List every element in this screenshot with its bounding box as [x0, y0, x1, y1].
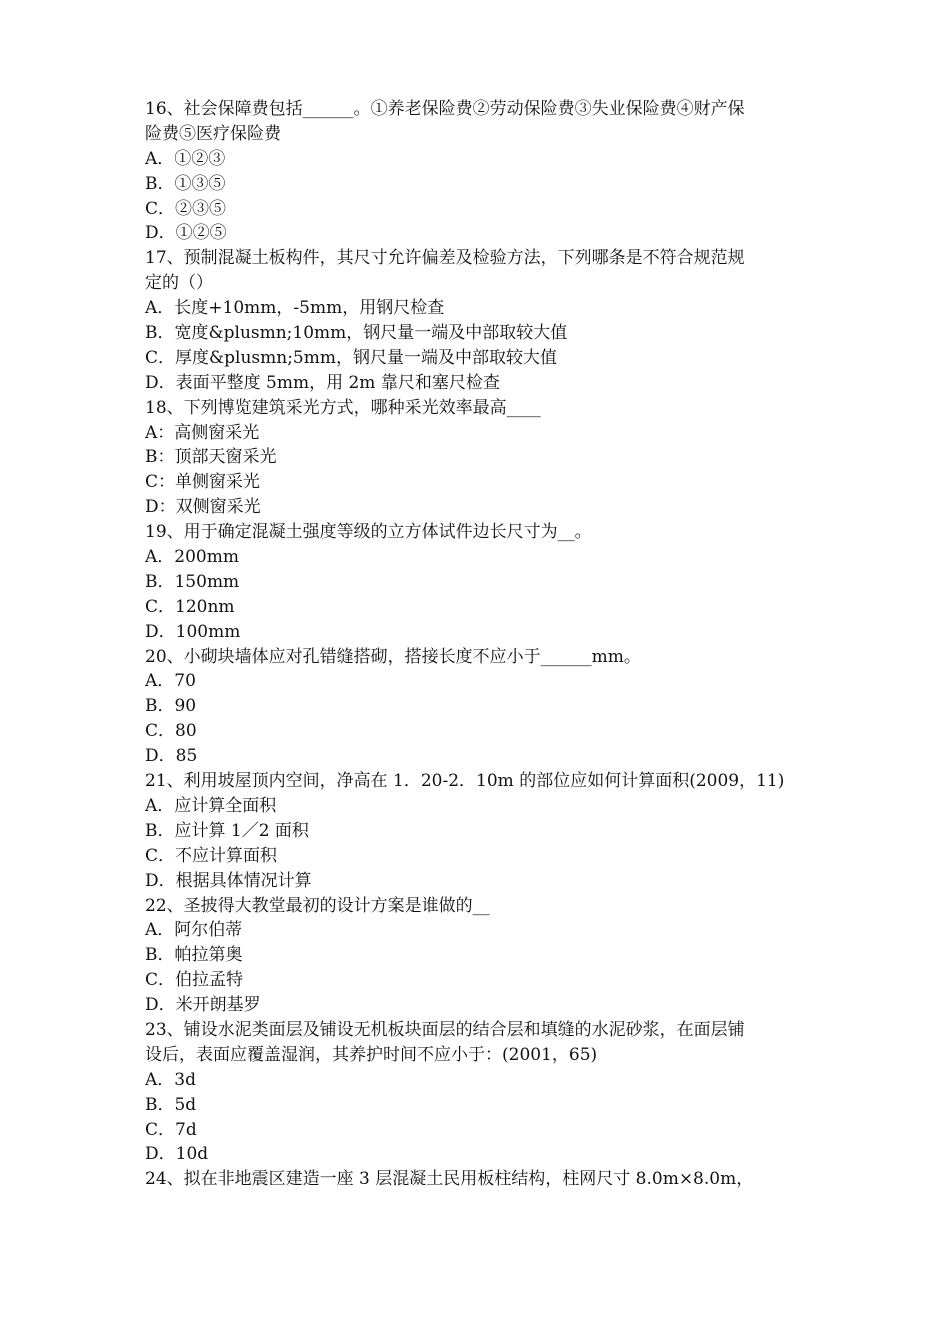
text-line: B．①③⑤ [145, 173, 226, 194]
text-line: D．85 [145, 746, 198, 767]
document-page [145, 97, 810, 1192]
text-line: 19、用于确定混凝土强度等级的立方体试件边长尺寸为__。 [145, 522, 592, 543]
text-line: D．①②⑤ [145, 223, 227, 244]
text-line: A．①②③ [145, 148, 226, 169]
text-line: 险费⑤医疗保险费 [145, 123, 281, 144]
text-line: A．长度+10mm，-5mm，用钢尺检查 [145, 298, 445, 319]
text-line: D．根据具体情况计算 [145, 870, 312, 891]
text-line: A．3d [145, 1069, 196, 1090]
text-line: C．7d [145, 1119, 197, 1140]
text-line: 23、铺设水泥类面层及铺设无机板块面层的结合层和填缝的水泥砂浆，在面层铺 [145, 1019, 745, 1040]
text-line: B．90 [145, 696, 197, 717]
text-line: C．②③⑤ [145, 198, 227, 219]
text-line: 20、小砌块墙体应对孔错缝搭砌，搭接长度不应小于______mm。 [145, 646, 641, 667]
text-line: B．宽度&plusmn;10mm，钢尺量一端及中部取较大值 [145, 323, 568, 344]
text-line: C．80 [145, 721, 197, 742]
text-line: A．阿尔伯蒂 [145, 920, 243, 941]
text-line: 17、预制混凝土板构件，其尺寸允许偏差及检验方法，下列哪条是不符合规范规 [145, 248, 745, 269]
text-line: D．表面平整度 5mm，用 2m 靠尺和塞尺检查 [145, 372, 500, 393]
text-line: 22、圣披得大教堂最初的设计方案是谁做的__ [145, 895, 490, 916]
text-line: A．200mm [145, 547, 239, 568]
text-line: B．应计算 1／2 面积 [145, 820, 309, 841]
text-line: A．70 [145, 671, 196, 692]
text-line: B．5d [145, 1094, 197, 1115]
text-line: 24、拟在非地震区建造一座 3 层混凝土民用板柱结构，柱网尺寸 8.0m×8.0m， [145, 1169, 754, 1190]
text-line: C．厚度&plusmn;5mm，钢尺量一端及中部取较大值 [145, 347, 557, 368]
text-line: A．应计算全面积 [145, 795, 277, 816]
text-line: 21、利用坡屋顶内空间，净高在 1．20-2．10m 的部位应如何计算面积(2009，11) [145, 771, 785, 792]
text-line: D．100mm [145, 621, 241, 642]
text-line: D．米开朗基罗 [145, 995, 261, 1016]
text-line: 定的（） [145, 273, 213, 294]
text-line: C．120nm [145, 596, 235, 617]
text-line: A：高侧窗采光 [145, 422, 260, 443]
text-line: 18、下列博览建筑采光方式，哪种采光效率最高____ [145, 397, 541, 418]
text-line: C：单侧窗采光 [145, 472, 261, 493]
text-line: B：顶部天窗采光 [145, 447, 277, 468]
text-line: D：双侧窗采光 [145, 497, 261, 518]
text-line: B．帕拉第奥 [145, 945, 243, 966]
text-line: C．伯拉孟特 [145, 970, 244, 991]
text-line: B．150mm [145, 571, 240, 592]
text-line: 设后，表面应覆盖湿润，其养护时间不应小于：(2001，65) [145, 1044, 598, 1065]
text-line: D．10d [145, 1144, 209, 1165]
text-line: 16、社会保障费包括______。①养老保险费②劳动保险费③失业保险费④财产保 [145, 99, 745, 119]
text-line: C．不应计算面积 [145, 845, 278, 866]
